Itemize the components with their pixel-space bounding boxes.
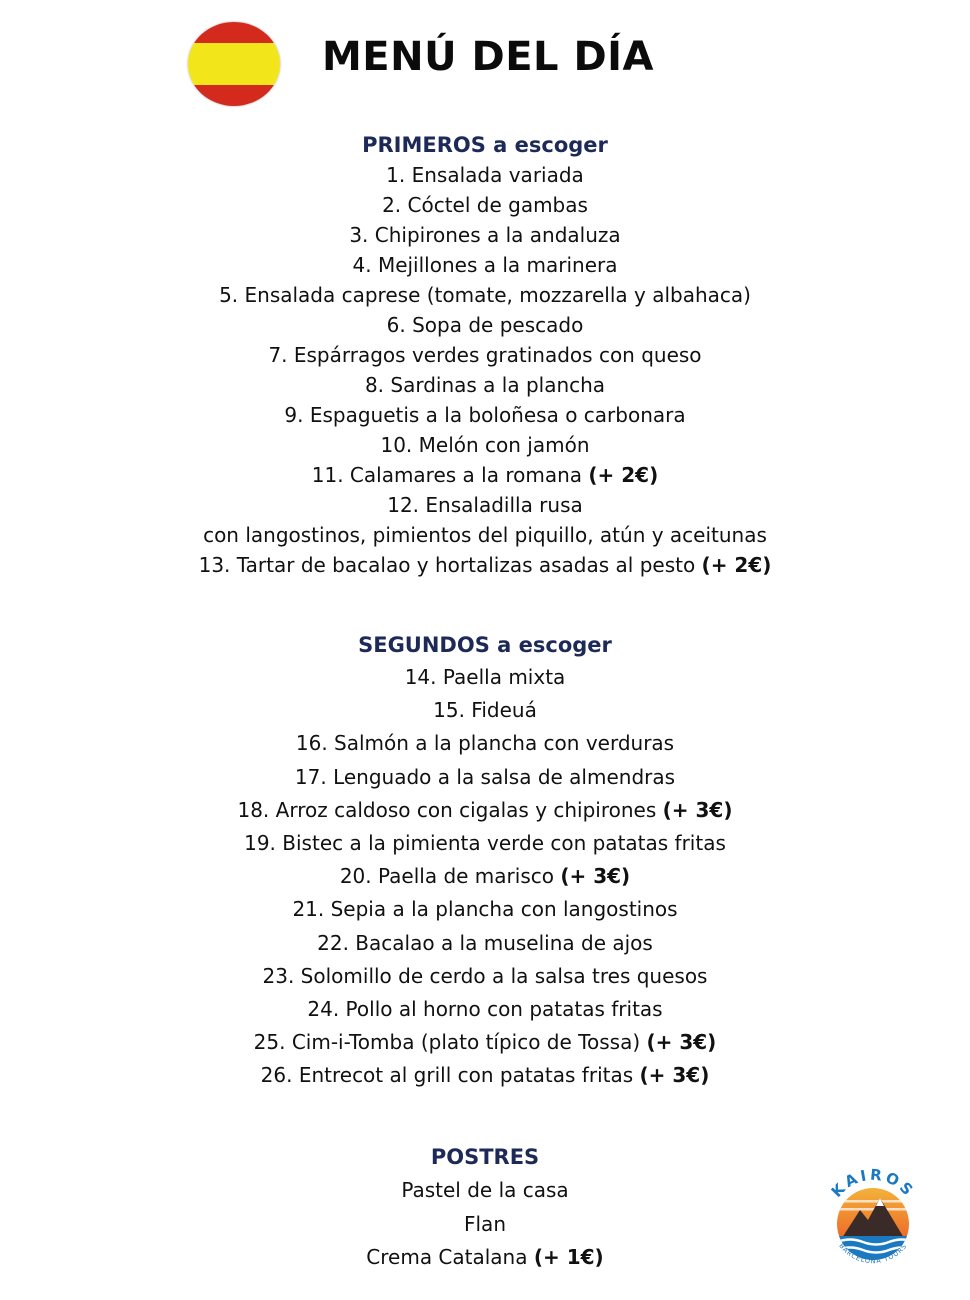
menu-item <box>0 550 970 580</box>
menu-item-text: 9. Espaguetis a la boloñesa o carbonara <box>284 403 686 427</box>
spain-flag-icon <box>188 22 280 106</box>
menu-item-text: 18. Arroz caldoso con cigalas y chipirones <box>237 797 657 822</box>
menu-item-text: Pastel de la casa <box>401 1178 569 1202</box>
menu-item <box>0 960 970 993</box>
logo-tagline: BARCELONA TOURS <box>837 1241 909 1266</box>
menu-item-text: Crema Catalana <box>366 1245 528 1269</box>
menu-item <box>0 860 970 893</box>
menu-item <box>0 310 970 340</box>
logo-brand: KAIROS <box>827 1165 919 1201</box>
menu-item-text: 24. Pollo al horno con patatas fritas <box>307 996 663 1021</box>
menu-item-text: 16. Salmón a la plancha con verduras <box>295 731 675 756</box>
menu-item <box>0 794 970 827</box>
segundos-list <box>0 661 970 1092</box>
menu-item-surcharge: (+ 2€) <box>701 553 772 577</box>
menu-item <box>0 160 970 190</box>
menu-item-text: 22. Bacalao a la muselina de ajos <box>317 930 653 955</box>
menu-item <box>0 430 970 460</box>
menu-item-text: 2. Cóctel de gambas <box>382 193 588 217</box>
menu-item <box>0 460 970 490</box>
menu-item <box>0 400 970 430</box>
menu-item <box>0 927 970 960</box>
menu-item-text: 15. Fideuá <box>433 698 537 723</box>
menu-item-text: 5. Ensalada caprese (tomate, mozzarella y albahaca) <box>219 283 751 307</box>
menu-item-text: 7. Espárragos verdes gratinados con queso <box>268 343 702 367</box>
menu-item <box>0 280 970 310</box>
menu-item-text: 12. Ensaladilla rusa <box>387 493 583 517</box>
menu-item-text: Flan <box>464 1211 506 1236</box>
menu-item-text: 20. Paella de marisco <box>339 864 554 889</box>
menu-item <box>0 827 970 860</box>
menu-item <box>0 893 970 926</box>
menu-item-text: 4. Mejillones a la marinera <box>352 253 618 277</box>
primeros-heading: PRIMEROS a escoger <box>362 133 608 157</box>
menu-item <box>0 694 970 727</box>
menu-item <box>0 993 970 1026</box>
menu-item-text: con langostinos, pimientos del piquillo, atún y aceitunas <box>203 523 767 547</box>
menu-title: MENÚ DEL DÍA <box>322 34 654 80</box>
menu-item <box>0 370 970 400</box>
menu-item-text: 8. Sardinas a la plancha <box>364 373 606 397</box>
menu-item-text: 21. Sepia a la plancha con langostinos <box>292 897 678 922</box>
menu-item-text: 17. Lenguado a la salsa de almendras <box>294 764 676 789</box>
menu-item-text: 1. Ensalada variada <box>386 163 584 187</box>
menu-item <box>0 661 970 694</box>
menu-item-text: 10. Melón con jamón <box>380 433 590 457</box>
menu-item-surcharge: (+ 3€) <box>560 864 631 889</box>
menu-item-surcharge: (+ 3€) <box>662 797 733 822</box>
menu-item-text: 19. Bistec a la pimienta verde con patatas fritas <box>244 830 726 855</box>
menu-item-surcharge: (+ 2€) <box>588 463 659 487</box>
segundos-heading: SEGUNDOS a escoger <box>358 633 612 657</box>
kairos-logo <box>820 1160 926 1272</box>
menu-item-text: 3. Chipirones a la andaluza <box>349 223 621 247</box>
menu-item <box>0 340 970 370</box>
menu-item-text: 6. Sopa de pescado <box>386 313 584 337</box>
primeros-list <box>0 160 970 580</box>
primeros-section <box>0 130 970 580</box>
menu-item <box>0 1026 970 1059</box>
menu-item-text: 25. Cim-i-Tomba (plato típico de Tossa) <box>253 1030 641 1055</box>
menu-item-text: 26. Entrecot al grill con patatas fritas <box>260 1063 634 1088</box>
menu-item-text: 11. Calamares a la romana <box>311 463 583 487</box>
menu-item <box>0 727 970 760</box>
postres-heading: POSTRES <box>430 1145 540 1169</box>
menu-item <box>0 220 970 250</box>
menu-item <box>0 761 970 794</box>
menu-item <box>0 1059 970 1092</box>
menu-item-text: 13. Tartar de bacalao y hortalizas asadas al pesto <box>198 553 696 577</box>
menu-item-text: 14. Paella mixta <box>404 665 566 689</box>
menu-item <box>0 250 970 280</box>
menu-item <box>0 520 970 550</box>
menu-item-surcharge: (+ 1€) <box>533 1245 604 1269</box>
segundos-section <box>0 629 970 1092</box>
menu-item-surcharge: (+ 3€) <box>639 1063 710 1088</box>
menu-item-text: 23. Solomillo de cerdo a la salsa tres quesos <box>262 963 708 988</box>
menu-item-surcharge: (+ 3€) <box>646 1030 717 1055</box>
menu-item <box>0 490 970 520</box>
menu-item <box>0 190 970 220</box>
